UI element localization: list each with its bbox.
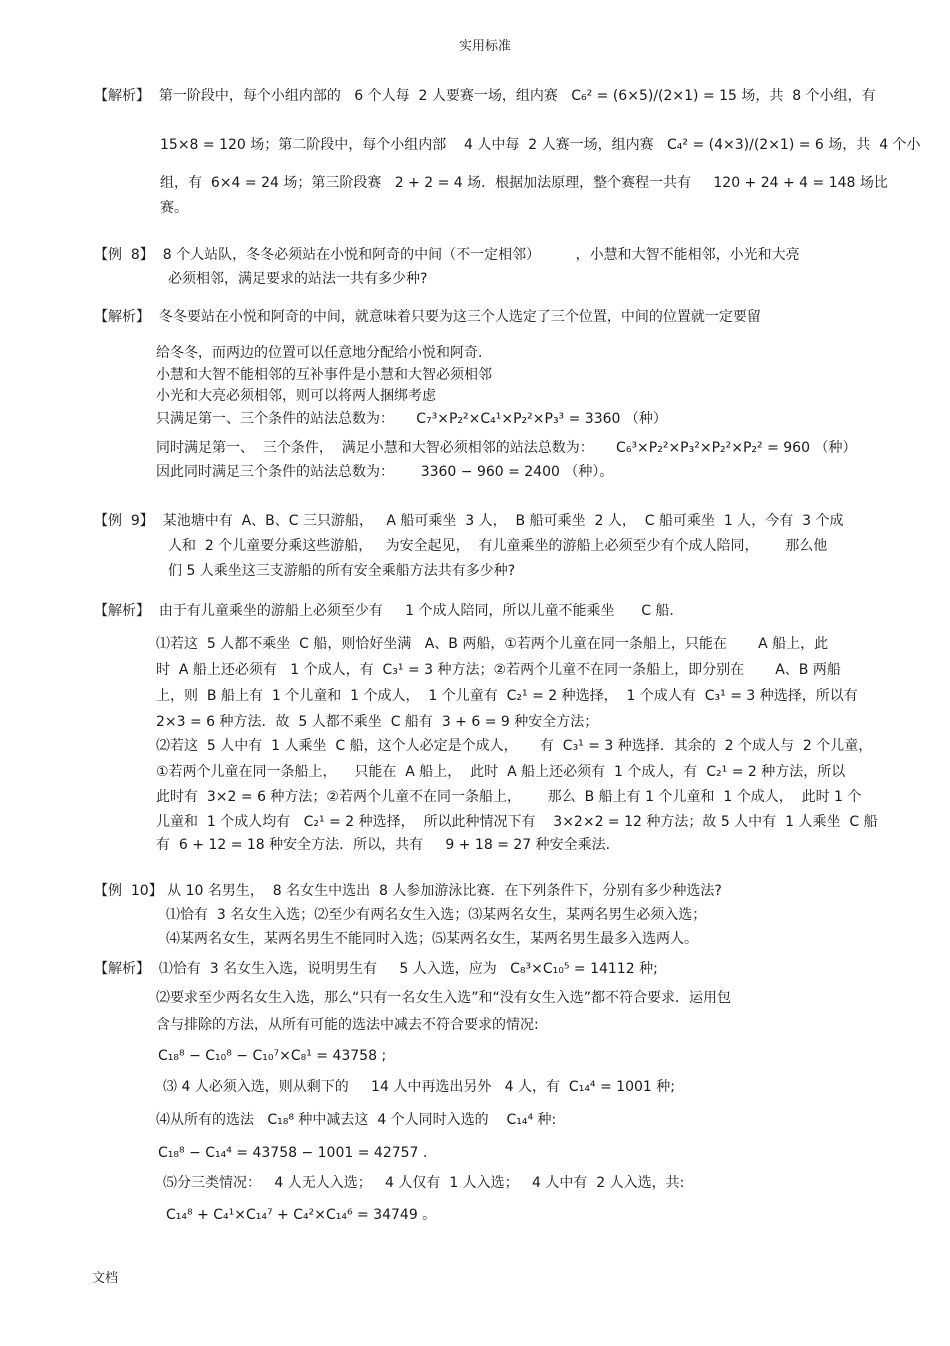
text-line: ⑶ 4 人必须入选，则从剩下的 14 人中再选出另外 4 人，有 C₁₄⁴ = 1001 种;: [163, 1079, 675, 1095]
text-line: 含与排除的方法，从所有可能的选法中减去不符合要求的情况:: [156, 1017, 539, 1033]
text-line: ⑴恰有 3 名女生入选；⑵至少有两名女生入选；⑶某两名女生，某两名男生必须入选；: [166, 907, 707, 923]
text-line: 【例 9】 某池塘中有 A、B、C 三只游船， A 船可乘坐 3 人， B 船可乘坐 2 人， C 船可乘坐 1 人，今有 3 个成: [94, 513, 844, 529]
text-line: 们 5 人乘坐这三支游船的所有安全乘船方法共有多少种?: [168, 563, 516, 579]
text-line: 【解析】 ⑴恰有 3 名女生入选，说明男生有 5 人入选，应为 C₈³×C₁₀⁵ = 14112 种;: [94, 961, 658, 977]
text-line: 因此同时满足三个条件的站法总数为： 3360 − 960 = 2400 （种）。: [156, 464, 614, 480]
text-line: ⑷某两名女生，某两名男生不能同时入选；⑸某两名女生，某两名男生最多入选两人。: [166, 931, 698, 947]
text-line: C₁₈⁸ − C₁₄⁴ = 43758 − 1001 = 42757 .: [158, 1145, 428, 1161]
text-line: 此时有 3×2 = 6 种方法；②若两个儿童不在同一条船上， 那么 B 船上有 1 个儿童和 1 个成人， 此时 1 个: [156, 789, 862, 805]
page-footer: 文档: [92, 1271, 119, 1286]
text-line: 赛。: [160, 200, 188, 216]
text-line: 只满足第一、三个条件的站法总数为： C₇³×P₂²×C₄¹×P₂²×P₃³ = 3360 （种）: [156, 411, 667, 427]
text-line: 【解析】 由于有儿童乘坐的游船上必须至少有 1 个成人陪同，所以儿童不能乘坐 C 船.: [94, 603, 674, 619]
text-line: 2×3 = 6 种方法．故 5 人都不乘坐 C 船有 3 + 6 = 9 种安全方法；: [156, 714, 599, 730]
text-line: 给冬冬，而两边的位置可以任意地分配给小悦和阿奇.: [156, 345, 483, 361]
text-line: ⑵要求至少两名女生入选，那么“只有一名女生入选”和“没有女生入选”都不符合要求．运用包: [156, 990, 732, 1006]
text-line: 【例 10】 从 10 名男生， 8 名女生中选出 8 人参加游泳比赛．在下列条件下，分别有多少种选法?: [94, 883, 722, 899]
text-line: ①若两个儿童在同一条船上， 只能在 A 船上， 此时 A 船上还必须有 1 个成人，有 C₂¹ = 2 种方法，所以: [156, 764, 846, 780]
text-line: C₁₈⁸ − C₁₀⁸ − C₁₀⁷×C₈¹ = 43758 ;: [158, 1048, 387, 1064]
text-line: 小光和大亮必须相邻，则可以将两人捆绑考虑: [156, 388, 436, 404]
text-line: 15×8 = 120 场；第二阶段中，每个小组内部 4 人中每 2 人赛一场，组内赛 C₄² = (4×3)/(2×1) = 6 场，共 4 个小: [160, 137, 921, 153]
text-line: 小慧和大智不能相邻的互补事件是小慧和大智必须相邻: [156, 367, 492, 383]
text-line: ⑴若这 5 人都不乘坐 C 船，则恰好坐满 A、B 两船，①若两个儿童在同一条船上，只能在 A 船上，此: [156, 636, 829, 652]
text-line: 【例 8】 8 个人站队，冬冬必须站在小悦和阿奇的中间（不一定相邻） ，小慧和大智不能相邻，小光和大亮: [94, 247, 800, 263]
text-line: ⑷从所有的选法 C₁₈⁸ 种中减去这 4 个人同时入选的 C₁₄⁴ 种:: [156, 1112, 557, 1128]
text-line: ⑵若这 5 人中有 1 人乘坐 C 船，这个人必定是个成人， 有 C₃¹ = 3 种选择．其余的 2 个成人与 2 个儿童，: [156, 738, 873, 754]
text-line: 时 A 船上还必须有 1 个成人，有 C₃¹ = 3 种方法；②若两个儿童不在同一条船上，即分别在 A、B 两船: [156, 662, 841, 678]
text-line: 人和 2 个儿童要分乘这些游船， 为安全起见， 有儿童乘坐的游船上必须至少有个成人陪同， 那么他: [168, 538, 828, 554]
text-line: 【解析】 第一阶段中，每个小组内部的 6 个人每 2 人要赛一场，组内赛 C₆² = (6×5)/(2×1) = 15 场，共 8 个小组，有: [94, 88, 876, 104]
page-header: 实用标准: [459, 39, 512, 54]
text-line: 组，有 6×4 = 24 场；第三阶段赛 2 + 2 = 4 场．根据加法原理，整个赛程一共有 120 + 24 + 4 = 148 场比: [160, 175, 888, 191]
text-line: ⑸分三类情况： 4 人无人入选； 4 人仅有 1 人入选； 4 人中有 2 人入选，共:: [163, 1175, 685, 1191]
text-line: 上，则 B 船上有 1 个儿童和 1 个成人， 1 个儿童有 C₂¹ = 2 种选择， 1 个成人有 C₃¹ = 3 种选择，所以有: [156, 688, 858, 704]
text-line: 【解析】 冬冬要站在小悦和阿奇的中间，就意味着只要为这三个人选定了三个位置，中间的位置就一定要留: [94, 309, 761, 325]
text-line: 必须相邻，满足要求的站法一共有多少种?: [168, 271, 428, 287]
text-line: C₁₄⁸ + C₄¹×C₁₄⁷ + C₄²×C₁₄⁶ = 34749 。: [166, 1207, 437, 1223]
text-line: 有 6 + 12 = 18 种安全方法．所以，共有 9 + 18 = 27 种安全乘法.: [156, 837, 611, 853]
text-line: 儿童和 1 个成人均有 C₂¹ = 2 种选择， 所以此种情况下有 3×2×2 = 12 种方法；故 5 人中有 1 人乘坐 C 船: [156, 814, 878, 830]
text-line: 同时满足第一、 三个条件， 满足小慧和大智必须相邻的站法总数为： C₆³×P₂²×P₃²×P₂²×P₂² = 960 （种）: [156, 440, 857, 456]
